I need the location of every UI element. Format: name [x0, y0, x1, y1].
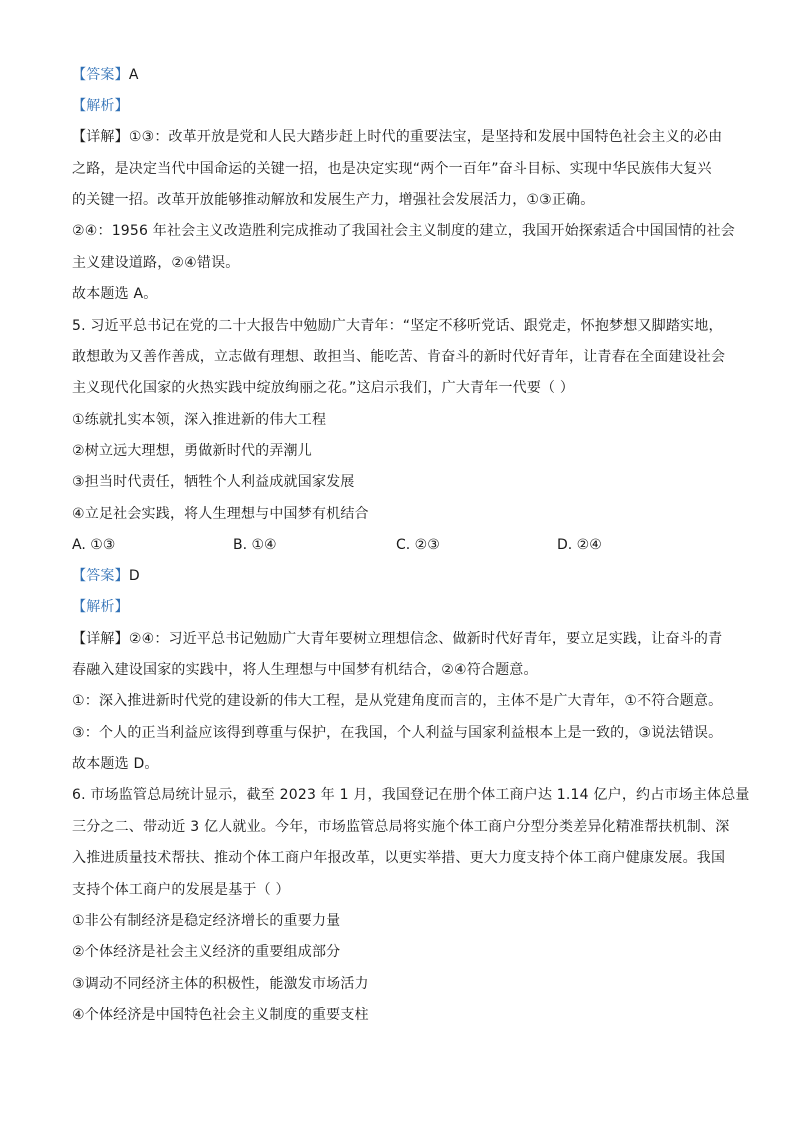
statement-item: ②树立远大理想，勇做新时代的弄潮儿	[72, 443, 312, 459]
answer-line	[72, 566, 140, 586]
detail-tag: 【详解】	[72, 129, 129, 145]
detail-tag: 【详解】	[72, 631, 129, 647]
text-line: ③：个人的正当利益应该得到尊重与保护，在我国，个人利益与国家利益根本上是一致的，③说法错误。	[72, 725, 723, 741]
answer-tag: 【答案】	[72, 568, 129, 584]
option-c: C. ②③	[396, 537, 440, 553]
question-6-line: 6. 市场监管总局统计显示，截至 2023 年 1 月，我国登记在册个体工商户达 1.14 亿户，约占市场主体总量	[72, 787, 750, 803]
question-6-line: 入推进质量技术帮扶、推动个体工商户年报改革，以更实举措、更大力度支持个体工商户健康发展。我国	[72, 850, 726, 866]
answer-value: D	[128, 568, 140, 584]
text-line: 之路，是决定当代中国命运的关键一招，也是决定实现“两个一百年”奋斗目标、实现中华民族伟大复兴	[72, 161, 712, 177]
option-a: A. ①③	[72, 537, 116, 553]
question-5-line: 5. 习近平总书记在党的二十大报告中勉励广大青年：“坚定不移听党话、跟党走，怀抱梦想又脚踏实地，	[72, 318, 723, 334]
analysis-heading: 【解析】	[72, 599, 129, 615]
question-6-line: 三分之二、带动近 3 亿人就业。今年，市场监管总局将实施个体工商户分型分类差异化精准帮扶机制、深	[72, 819, 730, 835]
text-line: 的关键一招。改革开放能够推动解放和发展生产力，增强社会发展活力，①③正确。	[72, 192, 595, 208]
statement-item: ①非公有制经济是稳定经济增长的重要力量	[72, 913, 341, 929]
statement-item: ③担当时代责任，牺牲个人利益成就国家发展	[72, 474, 355, 490]
statement-item: ④个体经济是中国特色社会主义制度的重要支柱	[72, 1007, 369, 1023]
question-5-line: 主义现代化国家的火热实践中绽放绚丽之花。”这启示我们，广大青年一代要（ ）	[72, 380, 575, 396]
text-line: 故本题选 D。	[72, 756, 159, 772]
answer-tag: 【答案】	[72, 67, 129, 83]
text-line: ②④：1956 年社会主义改造胜利完成推动了我国社会主义制度的建立，我国开始探索适合中国国情的社会	[72, 223, 735, 239]
text-line: 故本题选 A。	[72, 286, 158, 302]
text-line: 主义建设道路，②④错误。	[72, 255, 240, 271]
analysis-heading: 【解析】	[72, 98, 129, 114]
answer-line	[72, 65, 139, 85]
detail-line	[72, 629, 722, 649]
statement-item: ④立足社会实践，将人生理想与中国梦有机结合	[72, 506, 369, 522]
text-line: ①③：改革开放是党和人民大踏步赶上时代的重要法宝，是坚持和发展中国特色社会主义的必由	[128, 129, 723, 145]
text-line: ②④：习近平总书记勉励广大青年要树立理想信念、做新时代好青年，要立足实践，让奋斗的青	[128, 631, 723, 647]
statement-item: ①练就扎实本领，深入推进新的伟大工程	[72, 412, 327, 428]
text-line: 春融入建设国家的实践中，将人生理想与中国梦有机结合，②④符合题意。	[72, 662, 538, 678]
question-6-line: 支持个体工商户的发展是基于（ ）	[72, 882, 290, 898]
text-line: ①：深入推进新时代党的建设新的伟大工程，是从党建角度而言的，主体不是广大青年，①不符合题意。	[72, 693, 723, 709]
question-5-line: 敢想敢为又善作善成，立志做有理想、敢担当、能吃苦、肯奋斗的新时代好青年，让青春在全面建设社会	[72, 349, 726, 365]
option-d: D. ②④	[557, 537, 602, 553]
statement-item: ②个体经济是社会主义经济的重要组成部分	[72, 944, 341, 960]
detail-line	[72, 127, 722, 147]
statement-item: ③调动不同经济主体的积极性，能激发市场活力	[72, 976, 369, 992]
answer-value: A	[128, 67, 139, 83]
option-b: B. ①④	[233, 537, 277, 553]
